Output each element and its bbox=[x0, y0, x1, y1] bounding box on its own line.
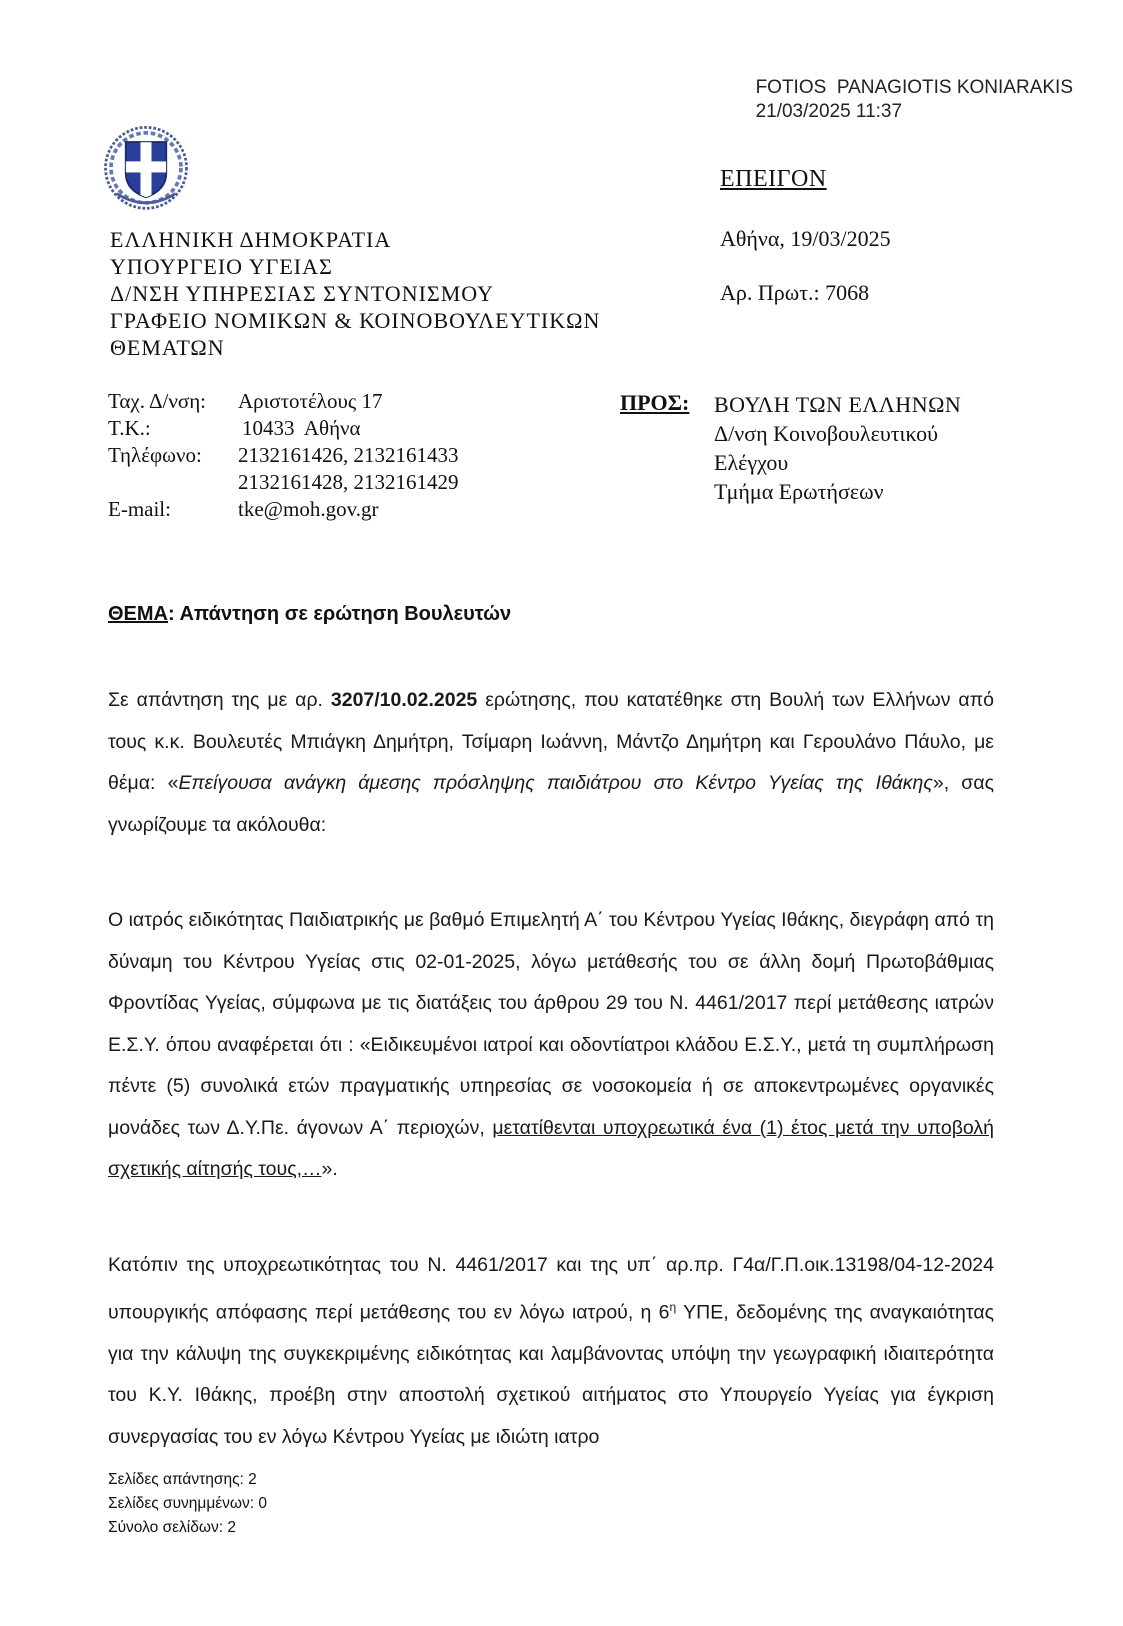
org-line: ΘΕΜΑΤΩΝ bbox=[110, 335, 225, 360]
recipient-line: Δ/νση Κοινοβουλευτικού bbox=[714, 421, 938, 446]
page-count-footer bbox=[108, 1468, 267, 1540]
ordinal-superscript: η bbox=[669, 1299, 677, 1314]
signature-datetime: 21/03/2025 11:37 bbox=[755, 101, 903, 122]
body-paragraph bbox=[108, 1245, 994, 1458]
footer-line: Σύνολο σελίδων: 2 bbox=[108, 1519, 236, 1536]
footer-line: Σελίδες απάντησης: 2 bbox=[108, 1471, 257, 1488]
phone-label: Τηλέφωνο: bbox=[108, 443, 202, 467]
email-label: E-mail: bbox=[108, 497, 171, 521]
question-title: Επείγουσα ανάγκη άμεσης πρόσληψης παιδιάτρου στο Κέντρο Υγείας της Ιθάκης bbox=[178, 772, 933, 794]
recipient-line: Ελέγχου bbox=[714, 450, 789, 475]
subject-line bbox=[108, 603, 511, 626]
question-reference: 3207/10.02.2025 bbox=[330, 689, 478, 711]
body-paragraph bbox=[108, 900, 994, 1191]
text-run: Κατόπιν της υποχρεωτικότητας του Ν. 4461/2017 και της υπ΄ αρ.πρ. Γ4α/Γ.Π.οικ.13198/04-12-2024 υπουργικής απόφασης περί μετάθεσης του εν λόγω ιατρού, η 6 bbox=[108, 1254, 994, 1323]
phone-value: 2132161426, 2132161433 bbox=[238, 443, 459, 467]
digital-signature bbox=[756, 76, 1073, 124]
email-value: tke@moh.gov.gr bbox=[238, 497, 379, 521]
text-run: ερώτησης, που κατατέθηκε στη Βουλή των Ελλήνων από τους κ.κ. Βουλευτές Μπιάγκη Δημήτρη, Τσίμαρη Ιωάννη, Μάντζο Δημήτρη και Γερουλάνο Πάυλο, με θέμα: « bbox=[108, 689, 994, 794]
org-line: Δ/ΝΣΗ ΥΠΗΡΕΣΙΑΣ ΣΥΝΤΟΝΙΣΜΟΥ bbox=[110, 281, 494, 306]
text-run: Σε απάντηση της με αρ. bbox=[108, 689, 331, 711]
org-line: ΓΡΑΦΕΙΟ ΝΟΜΙΚΩΝ & ΚΟΙΝΟΒΟΥΛΕΥΤΙΚΩΝ bbox=[110, 308, 601, 333]
recipient-line: ΒΟΥΛΗ ΤΩΝ ΕΛΛΗΝΩΝ bbox=[714, 392, 962, 417]
body-paragraph bbox=[108, 680, 994, 846]
underlined-quote: μετατίθενται υποχρεωτικά ένα (1) έτος μετά την υποβολή σχετικής αίτησής τους,… bbox=[108, 1116, 995, 1180]
urgent-label: ΕΠΕΙΓΟΝ bbox=[720, 166, 827, 192]
subject-text: : Απάντηση σε ερώτηση Βουλευτών bbox=[168, 603, 512, 625]
greek-coat-of-arms-icon bbox=[100, 120, 192, 212]
zip-label: Τ.Κ.: bbox=[108, 416, 151, 440]
recipient-line: Τμήμα Ερωτήσεων bbox=[714, 479, 884, 504]
contact-block bbox=[108, 388, 459, 523]
text-run: ΥΠΕ, δεδομένης της αναγκαιότητας για την κάλυψη της συγκεκριμένης ειδικότητας και λαμβάνοντας υπόψη την γεωγραφική ιδιαιτερότητα του Κ.Υ. Ιθάκης, προέβη στην αποστολή σχετικού αιτήματος στο Υπουργείο Υγείας για έγκριση συνεργασίας του εν λόγω Κέντρου Υγείας με ιδιώτη ιατρο bbox=[108, 1301, 995, 1448]
recipient-label: ΠΡΟΣ: bbox=[620, 390, 690, 415]
organization-header bbox=[110, 226, 600, 361]
subject-label: ΘΕΜΑ bbox=[108, 603, 168, 625]
street-label: Ταχ. Δ/νση: bbox=[108, 389, 207, 413]
org-line: ΕΛΛΗΝΙΚΗ ΔΗΜΟΚΡΑΤΙΑ bbox=[110, 227, 392, 252]
street-value: Αριστοτέλους 17 bbox=[238, 389, 383, 413]
text-run: », σας γνωρίζουμε τα ακόλουθα: bbox=[108, 772, 994, 836]
recipient-block bbox=[714, 390, 961, 506]
text-run: Ο ιατρός ειδικότητας Παιδιατρικής με βαθμό Επιμελητή Α΄ του Κέντρου Υγείας Ιθάκης, διεγράφη από τη δύναμη του Κέντρου Υγείας στις 02-01-2025, λόγω μετάθεσής του σε άλλη δομή Πρωτοβάθμιας Φροντίδας Υγείας, σύμφωνα με τις διατάξεις του άρθρου 29 του Ν. 4461/2017 περί μετάθεσης ιατρών Ε.Σ.Υ. όπου αναφέρεται ότι : «Ειδικευμένοι ιατροί και οδοντίατροι κλάδου Ε.Σ.Υ., μετά τη συμπλήρωση πέντε (5) συνολικά ετών πραγματικής υπηρεσίας σε νοσοκομεία ή σε αποκεντρωμένες οργανικές μονάδες των Δ.Υ.Πε. άγονων Α΄ περιοχών, bbox=[108, 909, 994, 1139]
zip-value: 10433 Αθήνα bbox=[242, 416, 361, 440]
protocol-number: Αρ. Πρωτ.: 7068 bbox=[720, 280, 870, 305]
org-line: ΥΠΟΥΡΓΕΙΟ ΥΓΕΙΑΣ bbox=[110, 254, 333, 279]
footer-line: Σελίδες συνημμένων: 0 bbox=[108, 1495, 268, 1512]
signer-name: FOTIOS PANAGIOTIS KONIARAKIS bbox=[755, 77, 1073, 98]
text-run: ». bbox=[321, 1158, 338, 1180]
phone-value: 2132161428, 2132161429 bbox=[238, 470, 459, 494]
document-date: Αθήνα, 19/03/2025 bbox=[720, 226, 891, 251]
